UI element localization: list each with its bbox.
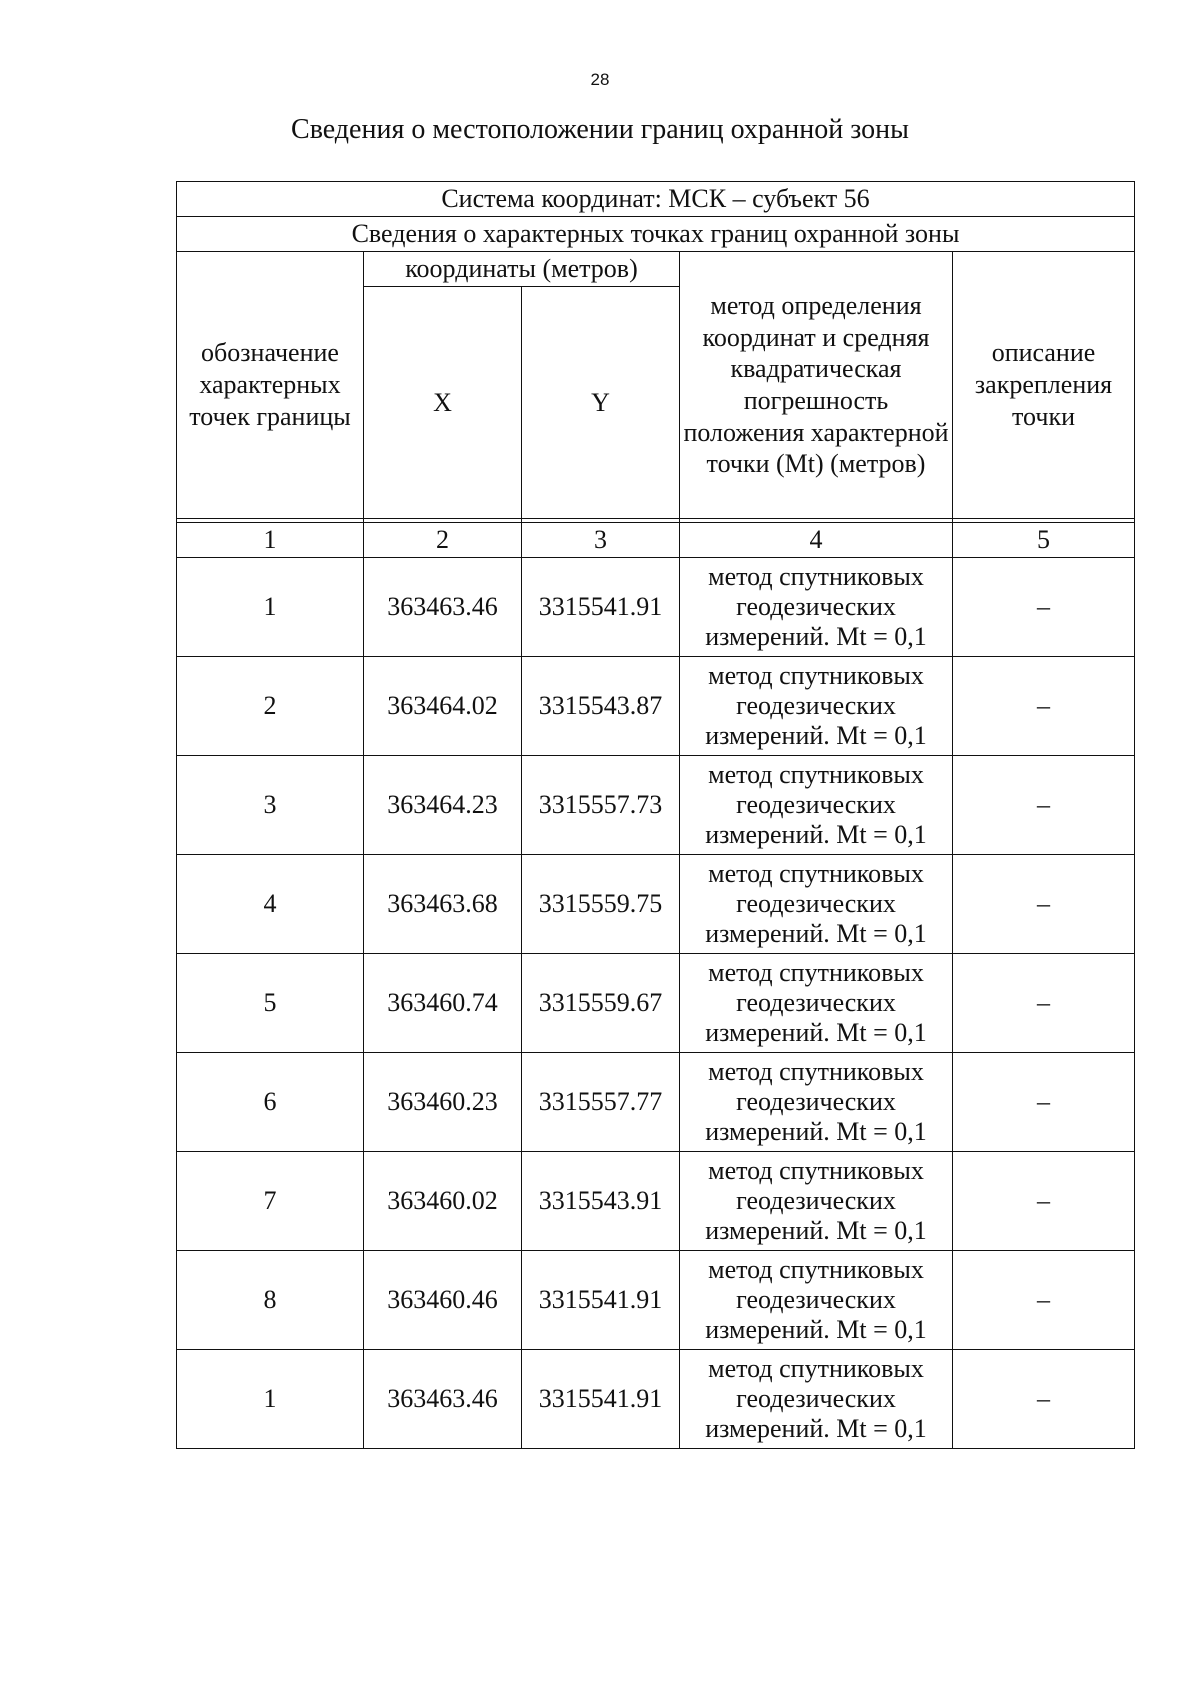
description-cell: – bbox=[953, 1251, 1135, 1350]
method-cell: метод спутниковых геодезических измерений. Mt = 0,1 bbox=[680, 954, 953, 1053]
x-coordinate-cell: 363460.23 bbox=[364, 1053, 522, 1152]
x-coordinate-cell: 363463.46 bbox=[364, 558, 522, 657]
x-coordinate-cell: 363463.68 bbox=[364, 855, 522, 954]
column-number: 5 bbox=[953, 523, 1135, 558]
point-cell: 8 bbox=[177, 1251, 364, 1350]
y-coordinate-cell: 3315557.77 bbox=[522, 1053, 680, 1152]
column-number: 3 bbox=[522, 523, 680, 558]
method-cell: метод спутниковых геодезических измерений. Mt = 0,1 bbox=[680, 855, 953, 954]
table-row bbox=[177, 954, 1135, 1053]
y-coordinate-cell: 3315543.91 bbox=[522, 1152, 680, 1251]
y-coordinate-cell: 3315541.91 bbox=[522, 558, 680, 657]
y-coordinate-cell: 3315541.91 bbox=[522, 1350, 680, 1449]
column-number-row bbox=[177, 523, 1135, 558]
point-cell: 3 bbox=[177, 756, 364, 855]
description-cell: – bbox=[953, 558, 1135, 657]
point-cell: 1 bbox=[177, 1350, 364, 1449]
table-row bbox=[177, 1251, 1135, 1350]
table-row bbox=[177, 855, 1135, 954]
description-cell: – bbox=[953, 1350, 1135, 1449]
table-row bbox=[177, 756, 1135, 855]
method-cell: метод спутниковых геодезических измерений. Mt = 0,1 bbox=[680, 657, 953, 756]
x-coordinate-cell: 363460.74 bbox=[364, 954, 522, 1053]
x-coordinate-cell: 363464.23 bbox=[364, 756, 522, 855]
header-coordinates: координаты (метров) bbox=[364, 252, 680, 287]
column-number: 1 bbox=[177, 523, 364, 558]
point-cell: 2 bbox=[177, 657, 364, 756]
description-cell: – bbox=[953, 855, 1135, 954]
method-cell: метод спутниковых геодезических измерений. Mt = 0,1 bbox=[680, 756, 953, 855]
method-cell: метод спутниковых геодезических измерений. Mt = 0,1 bbox=[680, 1152, 953, 1251]
table-row bbox=[177, 558, 1135, 657]
header-y: Y bbox=[522, 287, 680, 519]
header-x: X bbox=[364, 287, 522, 519]
y-coordinate-cell: 3315543.87 bbox=[522, 657, 680, 756]
boundary-points-table bbox=[176, 181, 1135, 1449]
x-coordinate-cell: 363460.02 bbox=[364, 1152, 522, 1251]
y-coordinate-cell: 3315541.91 bbox=[522, 1251, 680, 1350]
column-number: 4 bbox=[680, 523, 953, 558]
method-cell: метод спутниковых геодезических измерений. Mt = 0,1 bbox=[680, 1350, 953, 1449]
method-cell: метод спутниковых геодезических измерений. Mt = 0,1 bbox=[680, 1251, 953, 1350]
y-coordinate-cell: 3315557.73 bbox=[522, 756, 680, 855]
page-number: 28 bbox=[590, 70, 610, 89]
y-coordinate-cell: 3315559.67 bbox=[522, 954, 680, 1053]
method-cell: метод спутниковых геодезических измерений. Mt = 0,1 bbox=[680, 1053, 953, 1152]
y-coordinate-cell: 3315559.75 bbox=[522, 855, 680, 954]
header-designation: обозначение характерных точек границы bbox=[177, 252, 364, 519]
point-cell: 5 bbox=[177, 954, 364, 1053]
description-cell: – bbox=[953, 1152, 1135, 1251]
header-description: описание закрепления точки bbox=[953, 252, 1135, 519]
method-cell: метод спутниковых геодезических измерений. Mt = 0,1 bbox=[680, 558, 953, 657]
point-cell: 1 bbox=[177, 558, 364, 657]
table-row bbox=[177, 657, 1135, 756]
point-cell: 6 bbox=[177, 1053, 364, 1152]
column-number: 2 bbox=[364, 523, 522, 558]
description-cell: – bbox=[953, 954, 1135, 1053]
description-cell: – bbox=[953, 756, 1135, 855]
table-subtitle-cell: Сведения о характерных точках границ охранной зоны bbox=[177, 217, 1135, 252]
point-cell: 4 bbox=[177, 855, 364, 954]
document-title: Сведения о местоположении границ охранной зоны bbox=[291, 114, 909, 145]
table-row bbox=[177, 1053, 1135, 1152]
description-cell: – bbox=[953, 1053, 1135, 1152]
point-cell: 7 bbox=[177, 1152, 364, 1251]
table-row bbox=[177, 1350, 1135, 1449]
x-coordinate-cell: 363464.02 bbox=[364, 657, 522, 756]
header-method: метод определения координат и средняя квадратическая погрешность положения характерной точки (Mt) (метров) bbox=[680, 252, 953, 519]
description-cell: – bbox=[953, 657, 1135, 756]
x-coordinate-cell: 363463.46 bbox=[364, 1350, 522, 1449]
table-row bbox=[177, 1152, 1135, 1251]
coordinate-system-cell: Система координат: МСК – субъект 56 bbox=[177, 182, 1135, 217]
x-coordinate-cell: 363460.46 bbox=[364, 1251, 522, 1350]
